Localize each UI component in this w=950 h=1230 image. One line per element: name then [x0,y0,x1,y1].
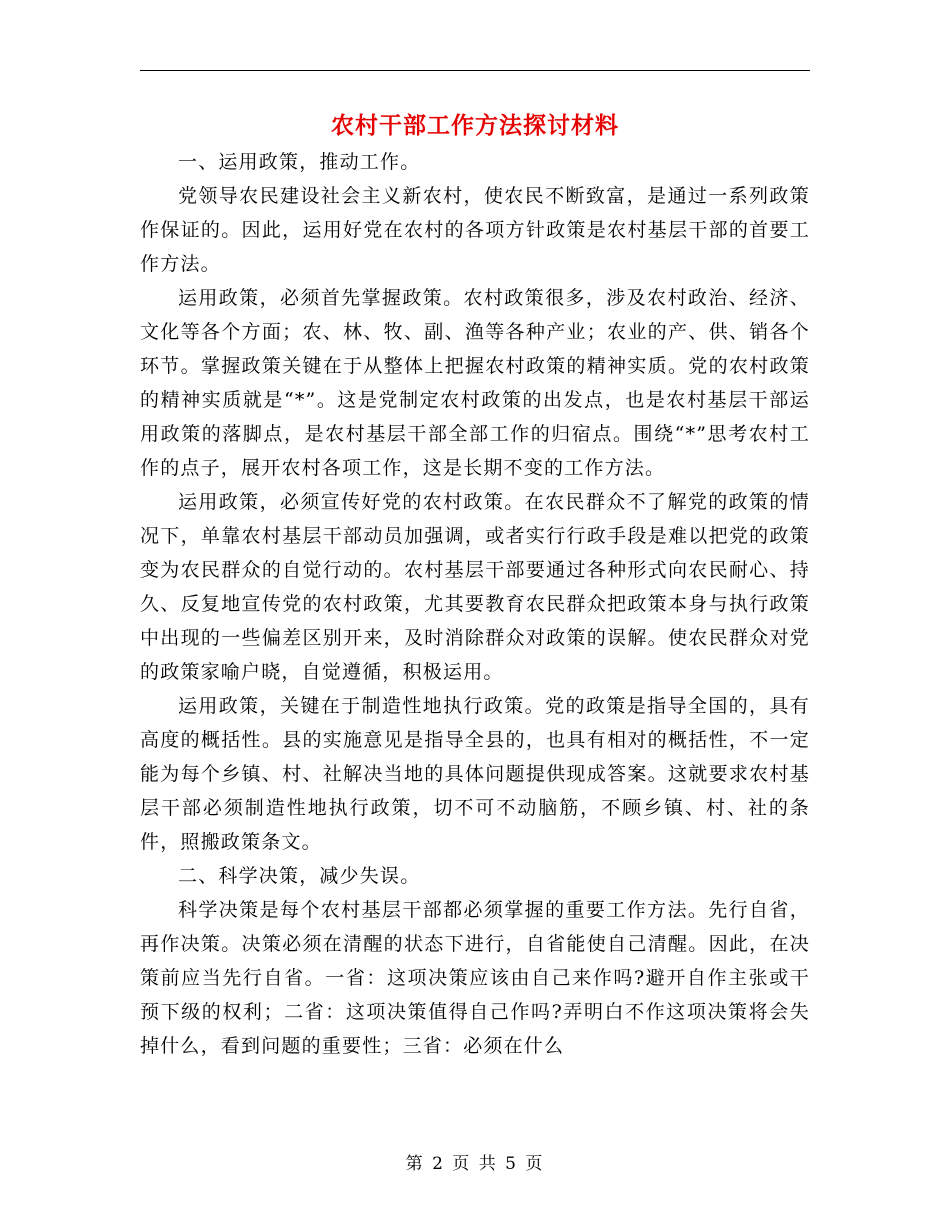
body-paragraph: 科学决策是每个农村基层干部都必须掌握的重要工作方法。先行自省，再作决策。决策必须在清醒的状态下进行，自省能使自己清醒。因此，在决策前应当先行自省。一省：这项决策应该由自己来作吗?避开自作主张或干预下级的权利；二省：这项决策值得自己作吗?弄明白不作这项决策将会失掉什么，看到问题的重要性；三省：必须在什么 [140,899,810,1057]
body-paragraph: 运用政策，必须首先掌握政策。农村政策很多，涉及农村政治、经济、文化等各个方面；农、林、牧、副、渔等各种产业；农业的产、供、销各个环节。掌握政策关键在于从整体上把握农村政策的精神实质。党的农村政策的精神实质就是“*”。这是党制定农村政策的出发点，也是农村基层干部运用政策的落脚点，是农村基层干部全部工作的归宿点。围绕“*”思考农村工作的点子，展开农村各项工作，这是长期不变的工作方法。 [140,287,810,479]
body-paragraph: 运用政策，必须宣传好党的农村政策。在农民群众不了解党的政策的情况下，单靠农村基层干部动员加强调，或者实行行政手段是难以把党的政策变为农民群众的自觉行动的。农村基层干部要通过各种形式向农民耐心、持久、反复地宣传党的农村政策，尤其要教育农民群众把政策本身与执行政策中出现的一些偏差区别开来，及时消除群众对政策的误解。使农民群众对党的政策家喻户晓，自觉遵循，积极运用。 [140,491,810,683]
body-paragraph: 运用政策，关键在于制造性地执行政策。党的政策是指导全国的，具有高度的概括性。县的实施意见是指导全县的，也具有相对的概括性，不一定能为每个乡镇、村、社解决当地的具体问题提供现成答案。这就要求农村基层干部必须制造性地执行政策，切不可不动脑筋，不顾乡镇、村、社的条件，照搬政策条文。 [140,695,810,853]
header-rule [140,70,810,71]
document-title: 农村干部工作方法探讨材料 [331,112,619,139]
section-heading-2: 二、科学决策，减少失误。 [178,865,421,887]
page-number: 第 2 页 共 5 页 [405,1154,545,1174]
document-body [140,145,810,1063]
body-paragraph: 党领导农民建设社会主义新农村，使农民不断致富，是通过一系列政策作保证的。因此，运用好党在农村的各项方针政策是农村基层干部的首要工作方法。 [140,185,810,275]
section-heading-1: 一、运用政策，推动工作。 [178,151,421,173]
